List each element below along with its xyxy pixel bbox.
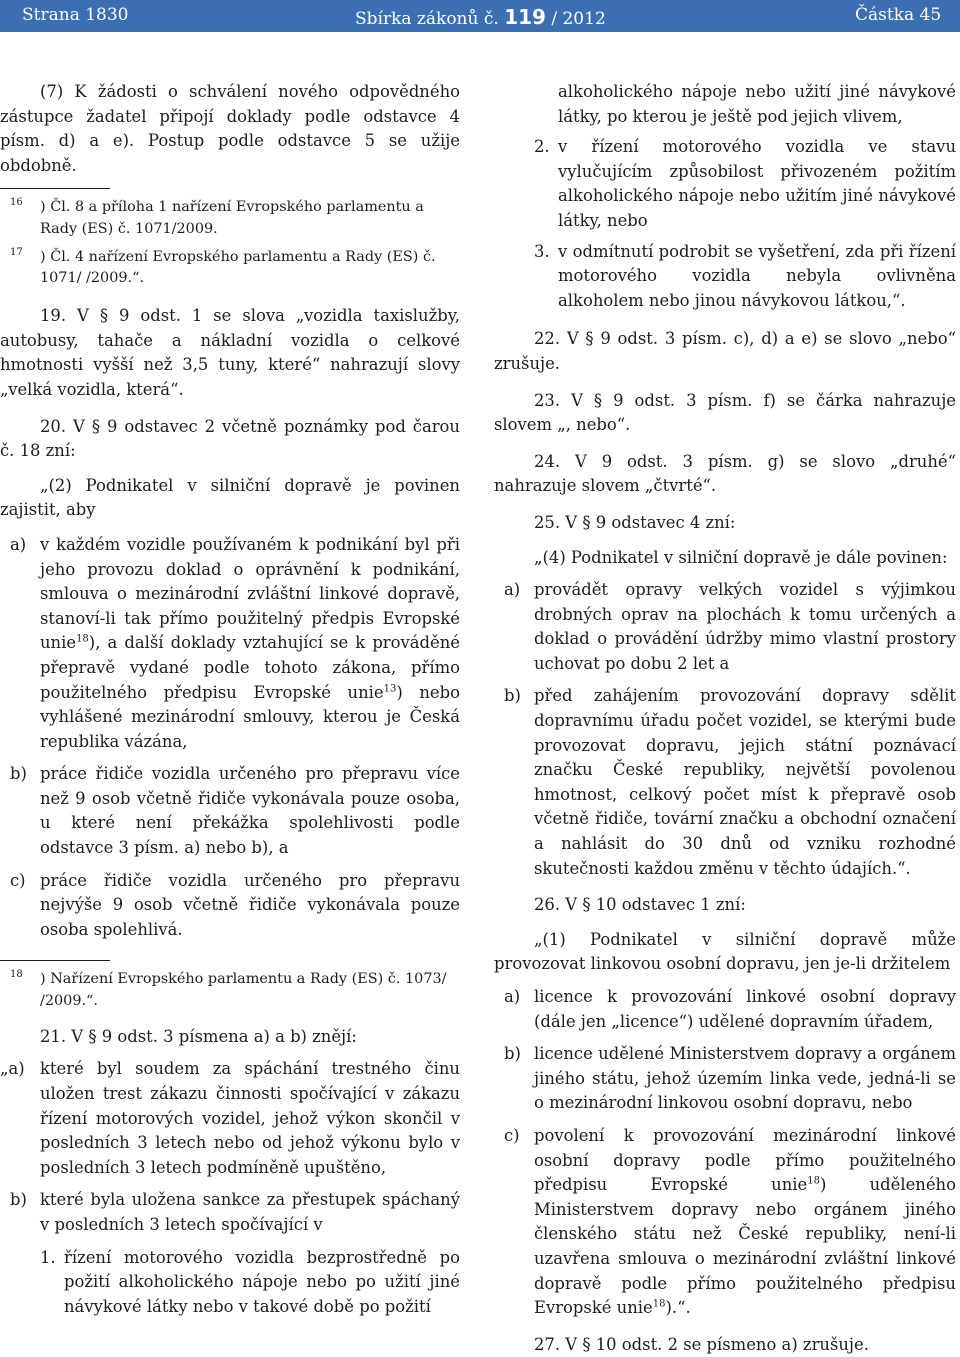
list-item-a21 xyxy=(0,1057,460,1180)
right-column xyxy=(494,80,956,1357)
list-text: ).“. xyxy=(665,1298,691,1318)
list-text: v každém vozidle používaném k podnikání byl při jeho provozu doklad o oprávnění k podnikání, smlouva o mezinárodní zvláštní linkové dopravě, stanoví-li tak přímo použitelný předpis Evropské unie xyxy=(40,534,460,653)
list-label: b) xyxy=(504,686,521,706)
list-label: b) xyxy=(10,764,27,784)
list-label: 3. xyxy=(534,241,550,261)
list-label: a) xyxy=(10,534,27,554)
paragraph-26-quote: „(1) Podnikatel v silniční dopravě může provozovat linkovou osobní dopravu, jen je-li držitelem xyxy=(494,929,956,974)
list-text: které byla uložena sankce za přestupek spáchaný v posledních 3 letech spočívající v xyxy=(40,1190,460,1234)
numbered-item-3 xyxy=(494,240,956,314)
paragraph-21: 21. V § 9 odst. 3 písmena a) a b) znějí: xyxy=(40,1026,357,1046)
list-item-c26 xyxy=(494,1124,956,1321)
paragraph-22: 22. V § 9 odst. 3 písm. c), d) a e) se slovo „nebo“ zrušuje. xyxy=(494,329,956,373)
list-text: řízení motorového vozidla bezprostředně po požití alkoholického nápoje nebo po užití jiné návykové látky nebo v takové době po požití xyxy=(64,1247,460,1316)
list-text: v řízení motorového vozidla ve stavu vylučujícím způsobilost přivozeném požitím alkoholického nápoje nebo užitím jiné návykové látky, nebo xyxy=(558,137,956,230)
numbered-item-1-cont: alkoholického nápoje nebo užití jiné návykové látky, po kterou je ještě pod jejich vlivem, xyxy=(558,82,956,126)
collection-prefix: Sbírka zákonů č. xyxy=(355,9,499,29)
list-text: licence udělené Ministerstvem dopravy a orgánem jiného státu, jehož územím linka vede, jedná-li se o mezinárodní linkovou osobní dopravu, nebo xyxy=(534,1044,956,1113)
list-label: 2. xyxy=(534,137,550,157)
list-text: před zahájením provozování dopravy sdělit dopravnímu úřadu počet vozidel, se kterými bude provozovat dopravu, jejich státní poznávací značku České republiky, největší povolenou hmotnost, celkový počet míst k přepravě osob včetně řidiče, tovární značku a obchodní označení a nahlásit do 30 dnů od vzniku rozhodné skutečnosti každou změnu v těchto údajích.“. xyxy=(534,686,956,878)
footnote-18-number: 18 xyxy=(10,969,23,981)
list-item-b25 xyxy=(494,684,956,881)
left-column xyxy=(0,80,460,1319)
list-item-a25 xyxy=(494,578,956,676)
part-number: Částka 45 xyxy=(855,5,942,25)
footnote-17-text: ) Čl. 4 nařízení Evropského parlamentu a Rady (ES) č. 1071/ /2009.“. xyxy=(40,248,436,287)
list-text: ) uděleného Ministerstvem dopravy nebo orgánem jiného členského státu než České republiky, není-li uzavřena smlouva o mezinárodní zvláštní linkové dopravě podle přímo použitelného předpisu Evropské unie xyxy=(534,1175,956,1318)
list-text: v odmítnutí podrobit se vyšetření, zda při řízení motorového vozidla nebyla ovlivněna alkoholem nebo jinou návykovou látkou,“. xyxy=(558,241,956,310)
paragraph-27: 27. V § 10 odst. 2 se písmeno a) zrušuje. xyxy=(534,1334,869,1354)
list-item-b26 xyxy=(494,1042,956,1116)
footnote-18-text: ) Nařízení Evropského parlamentu a Rady (ES) č. 1073/ /2009.“. xyxy=(40,971,447,1010)
footnote-17-number: 17 xyxy=(10,246,23,258)
paragraph-26: 26. V § 10 odstavec 1 zní: xyxy=(534,895,746,915)
list-text: ), a další doklady vztahující se k prováděné přepravě vydané podle tohoto zákona, přímo použitelného předpisu Evropské unie xyxy=(40,633,460,702)
list-text: které byl soudem za spáchání trestného činu uložen trest zákazu činnosti spočívající v zákazu řízení motorových vozidel, jehož výkon skončil v posledních 3 letech nebo od jehož výkonu bylo v posledních 3 letech podmíněně upuštěno, xyxy=(40,1059,460,1177)
list-label: c) xyxy=(504,1125,520,1145)
footnote-ref: 18 xyxy=(652,1298,666,1310)
list-label: a) xyxy=(504,580,521,600)
paragraph-20: 20. V § 9 odstavec 2 včetně poznámky pod čarou č. 18 zní: xyxy=(0,416,460,461)
list-label: b) xyxy=(10,1190,27,1210)
list-label: b) xyxy=(504,1044,521,1064)
list-item-c xyxy=(0,869,460,943)
page-header xyxy=(0,0,960,32)
footnote-17 xyxy=(0,247,460,290)
law-number: 119 xyxy=(504,5,546,29)
list-label: a) xyxy=(504,987,521,1006)
list-text: práce řidiče vozidla určeného pro přepravu více než 9 osob včetně řidiče vykonávala pouze osoba, u které není překážka spolehlivosti podle odstavce 3 písm. a) nebo b), a xyxy=(40,764,460,858)
footnote-18 xyxy=(0,969,460,1012)
list-text: ) nebo vyhlášené mezinárodní smlouvy, kterou je Česká republika vázána, xyxy=(40,682,460,751)
list-label: „a) xyxy=(0,1059,25,1079)
footnote-ref: 18 xyxy=(807,1175,820,1187)
numbered-item-1 xyxy=(0,1246,460,1320)
paragraph-25: 25. V § 9 odstavec 4 zní: xyxy=(534,512,736,532)
paragraph-19: 19. V § 9 odst. 1 se slova „vozidla taxislužby, autobusy, tahače a nákladní vozidla o celkové hmotnosti vyšší než 3,5 tuny, které“ nahrazují slovy „velká vozidla, která“. xyxy=(0,306,460,399)
page-number: Strana 1830 xyxy=(22,5,129,25)
list-item-a xyxy=(0,533,460,754)
numbered-item-2 xyxy=(494,135,956,233)
footnote-ref: 18 xyxy=(76,633,89,645)
list-label: 1. xyxy=(40,1247,56,1267)
list-text: provádět opravy velkých vozidel s výjimkou drobných oprav na plochách k tomu určených a doklad o provádění údržby mimo vlastní prostory uchovat po dobu 2 let a xyxy=(534,580,956,673)
footnote-16-text: ) Čl. 8 a příloha 1 nařízení Evropského parlamentu a Rady (ES) č. 1071/2009. xyxy=(40,199,424,238)
paragraph-24: 24. V 9 odst. 3 písm. g) se slovo „druhé“ nahrazuje slovem „čtvrté“. xyxy=(494,451,956,496)
list-item-b xyxy=(0,762,460,860)
list-text: licence k provozování linkové osobní dopravy (dále jen „licence“) udělené dopravním úřadem, xyxy=(534,987,956,1031)
footnote-16 xyxy=(0,197,460,240)
paragraph-7: (7) K žádosti o schválení nového odpovědného zástupce žadatel připojí doklady podle odstavce 4 písm. d) a e). Postup podle odstavce 5 se užije obdobně. xyxy=(0,82,460,175)
list-text: práce řidiče vozidla určeného pro přepravu nejvýše 9 osob včetně řidiče vykonávala pouze osoba spolehlivá. xyxy=(40,870,460,939)
list-text: povolení k provozování mezinárodní linkové osobní dopravy podle přímo použitelného předpisu Evropské unie xyxy=(534,1125,956,1195)
law-year: / 2012 xyxy=(551,9,606,29)
list-item-b21 xyxy=(0,1188,460,1237)
list-item-a26 xyxy=(494,985,956,1034)
paragraph-25-quote: „(4) Podnikatel v silniční dopravě je dále povinen: xyxy=(534,547,948,567)
list-label: c) xyxy=(10,870,26,890)
paragraph-23: 23. V § 9 odst. 3 písm. f) se čárka nahrazuje slovem „, nebo“. xyxy=(494,390,956,435)
footnote-16-number: 16 xyxy=(10,197,23,209)
paragraph-20-quote: „(2) Podnikatel v silniční dopravě je povinen zajistit, aby xyxy=(0,475,460,520)
collection-title xyxy=(355,5,606,29)
footnote-ref: 13 xyxy=(383,683,397,695)
